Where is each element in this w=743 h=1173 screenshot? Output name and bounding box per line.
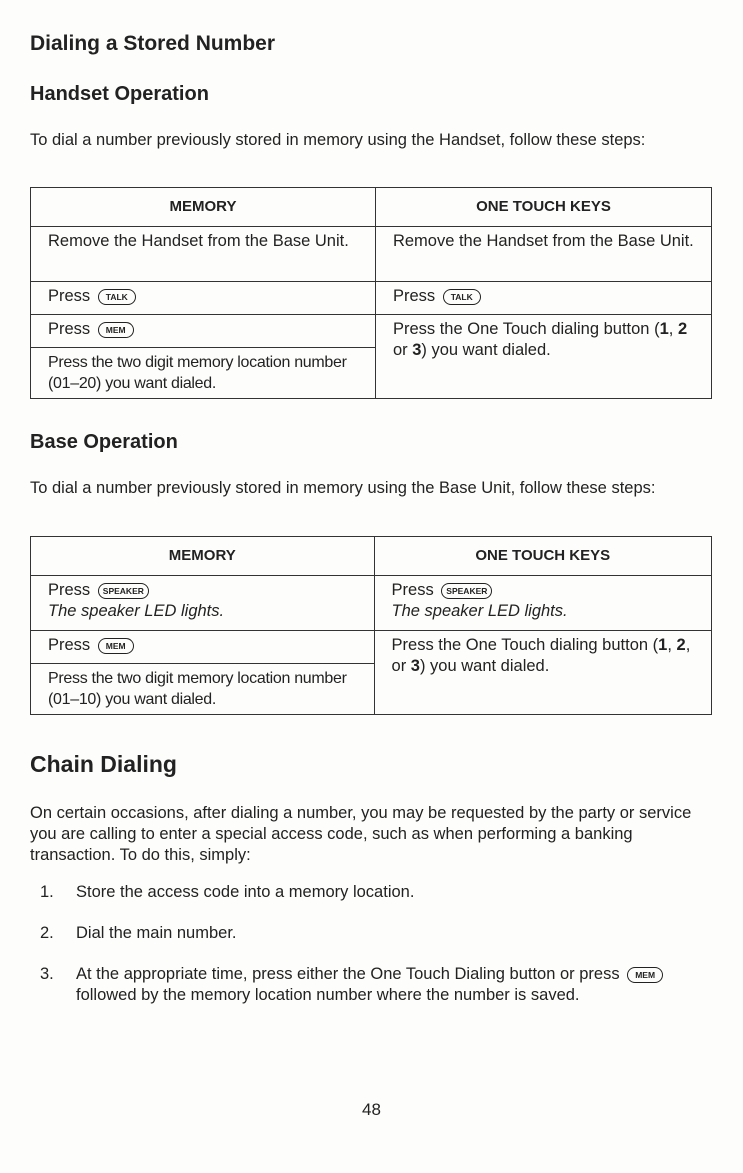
speaker-led-note: The speaker LED lights. [391,602,568,620]
press-label: Press [392,287,436,305]
ot-btn-1: 1 [659,320,669,338]
handset-ot-step-remove: Remove the Handset from the Base Unit. [375,227,711,282]
ot-btn-2: 2 [676,636,686,654]
base-col-onetouch: ONE TOUCH KEYS [374,537,711,576]
handset-intro: To dial a number previously stored in memory using the Handset, follow these steps: [30,131,646,149]
handset-steps-table [30,187,712,399]
chain-steps-list [40,882,712,1026]
ot-or: or [392,341,413,359]
base-mem-step-speaker [31,576,375,631]
step-text-pre: At the appropriate time, press either the One Touch Dialing button or press [76,965,620,983]
list-item [40,882,712,903]
list-item [40,964,712,1006]
chain-intro: On certain occasions, after dialing a number, you may be requested by the party or service you are calling to enter a special access code, such as when performing a banking transaction. To do this, simply: [30,804,692,864]
handset-heading: Handset Operation [30,83,209,105]
page-title: Dialing a Stored Number [30,32,276,55]
handset-ot-step-button [375,315,711,399]
handset-mem-step-remove: Remove the Handset from the Base Unit. [31,227,376,282]
base-ot-step-speaker [374,576,711,631]
ot-text-post: ) you want dialed. [419,657,550,675]
ot-btn-2: 2 [677,320,688,338]
step-text: Dial the main number. [76,924,237,942]
ot-text-pre: Press the One Touch dialing button ( [392,320,660,338]
ot-sep: , [668,320,678,338]
page-number: 48 [362,1100,381,1119]
base-steps-table [30,536,712,715]
list-item [40,923,712,944]
base-col-memory: MEMORY [31,537,375,576]
step-number: 1. [40,883,54,901]
mem-key-icon: MEM [627,967,663,983]
ot-text-post: ) you want dialed. [421,341,551,359]
speaker-key-icon: SPEAKER [441,583,492,599]
base-intro: To dial a number previously stored in memory using the Base Unit, follow these steps: [30,479,656,497]
handset-ot-step-talk [375,282,711,315]
handset-col-onetouch: ONE TOUCH KEYS [375,188,711,227]
ot-btn-3: 3 [410,657,420,675]
speaker-led-note: The speaker LED lights. [48,602,225,620]
step-text [76,964,712,1006]
chain-heading: Chain Dialing [30,751,177,777]
step-number: 2. [40,924,54,942]
step-text-post: followed by the memory location number where the number is saved. [76,986,580,1004]
press-label: Press [391,581,434,599]
ot-or: , or [391,636,691,675]
step-text: Store the access code into a memory location. [76,883,415,901]
press-label: Press [48,287,91,305]
talk-key-icon: TALK [98,289,136,305]
mem-key-icon: MEM [98,638,134,654]
handset-col-memory: MEMORY [31,188,376,227]
handset-mem-step-mem [31,315,376,348]
ot-btn-1: 1 [658,636,668,654]
press-label: Press [48,320,91,338]
base-mem-step-digits: Press the two digit memory location number (01–10) you want dialed. [31,664,375,715]
handset-mem-step-talk [31,282,376,315]
speaker-key-icon: SPEAKER [98,583,149,599]
ot-text-pre: Press the One Touch dialing button ( [391,636,659,654]
ot-btn-3: 3 [412,341,422,359]
ot-sep: , [667,636,677,654]
talk-key-icon: TALK [443,289,481,305]
press-label: Press [48,581,91,599]
step-number: 3. [40,965,54,983]
base-ot-step-button [374,631,711,715]
press-label: Press [48,636,91,654]
base-heading: Base Operation [30,431,178,453]
handset-mem-step-digits: Press the two digit memory location number (01–20) you want dialed. [31,348,376,399]
mem-key-icon: MEM [98,322,134,338]
base-mem-step-mem [31,631,375,664]
